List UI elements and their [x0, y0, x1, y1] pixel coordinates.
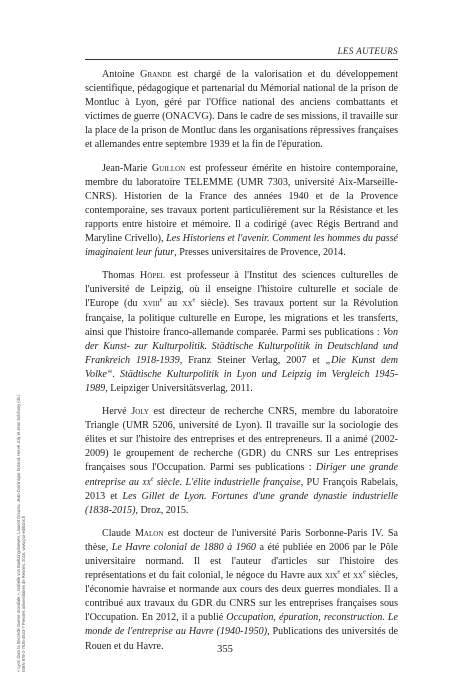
bio-text: a été publiée en 2006 par le Pôle universitaire normand. Il est l'auteur d'articles sur l'histoire des représentations et du fait colonial, le négoce du Havre aux	[85, 541, 398, 582]
publication-title: Les Historiens et l'avenir. Comment les hommes du passé imaginaient leur futur	[85, 233, 398, 259]
century-suffix: e	[150, 476, 154, 483]
publication-title: Les Gillet de Lyon. Fortunes d'une grande dynastie industrielle (1838-2015)	[85, 490, 398, 516]
author-surname: Grande	[140, 69, 172, 80]
bio-text: , Presses universitaires de Provence, 2014.	[174, 247, 346, 259]
century-suffix: e	[363, 569, 366, 576]
author-surname: Höpel	[139, 270, 165, 282]
running-head: LES AUTEURS	[337, 46, 398, 56]
author-first-name: Hervé	[102, 406, 132, 418]
century-suffix: e	[192, 298, 196, 305]
page-number: 355	[217, 644, 233, 655]
publication-title: Diriger une grande entreprise au	[85, 462, 399, 488]
side-note-line: ISBN 978-2-7535-4533-7 Presses universitaires de Rennes, 2016, www.pur-editions.fr	[21, 515, 27, 672]
bio-text: est professeur à l'Institut des sciences culturelles de l'université de Leipzig, où il enseigne l'histoire culturelle et sociale de l'Europe (du	[85, 270, 399, 310]
publication-title: Occupation, épuration, reconstruction. Le monde de l'entreprise au Havre (1940-1950)	[85, 612, 398, 638]
bio-text: , Droz, 2015.	[135, 504, 189, 516]
bio-text: est docteur de l'université Paris Sorbonne-Paris IV. Sa thèse,	[85, 527, 398, 553]
author-first-name: Antoine	[102, 69, 141, 80]
publication-title: Le Havre colonial de 1880 à 1960	[111, 541, 256, 553]
bio-text: , PU François Rabelais, 2013 et	[85, 476, 398, 502]
bio-text: est professeur émérite en histoire contemporaine, membre du laboratoire TELEMME (UMR 7303, université Aix-Marseille-CNRS). Historien de la France des années 1940 et de la Provence contemporaine, ses travaux portent particulièrement sur la Résistance et les rapports entre histoire et mémoire. Il a codirigé (avec Régis Bertrand and Maryline Crivello),	[85, 162, 398, 245]
century-suffix: e	[159, 298, 163, 305]
bio-claude-malon	[85, 527, 398, 654]
author-surname: Joly	[131, 406, 149, 418]
publication-title: Von der Kunst- zur Kulturpolitik. Städtische Kulturpolitik in Deutschland und Frankreich 1918-1939	[85, 326, 398, 366]
author-bios	[85, 68, 398, 663]
side-note-line: « Lyon dans la Seconde Guerre mondiale », Isabelle von Bueltzingsloewen, Laurent Douzou, Jean-Dominique Durand, Hervé Joly et Jean Solchany (dir.)	[16, 394, 21, 672]
century-numeral: xix	[325, 570, 338, 582]
side-copyright-note	[16, 262, 27, 672]
bio-antoine-grande	[85, 68, 398, 153]
author-surname: Malon	[134, 527, 164, 539]
author-first-name: Claude	[102, 527, 135, 539]
bio-text: est chargé de la valorisation et du développement scientifique, pédagogique et partenarial du Mémorial national de la prison de Montluc à Lyon, géré par l'Office national des anciens combattants et victimes de guerre (ONACVG). Dans le cadre de ses missions, il travaille sur la place de la prison de Montluc dans les organisations répressives françaises et allemandes entre septembre 1939 et la fin de l'épuration.	[85, 69, 399, 151]
publication-title: „Die Kunst dem Volke“. Städtische Kulturpolitik in Lyon und Leipzig im Vergleich 1945-1989	[85, 354, 398, 394]
bio-jean-marie-guillon	[85, 162, 398, 261]
bio-text: , Franz Steiner Verlag, 2007 et	[179, 354, 326, 366]
publication-title: siècle. L'élite industrielle française	[153, 476, 301, 488]
author-surname: Guillon	[151, 162, 186, 174]
author-first-name: Jean-Marie	[102, 162, 152, 174]
bio-text: est directeur de recherche CNRS, membre du laboratoire Triangle (UMR 5206, université de Lyon). Il travaille sur la sociologie des élites et sur l'histoire des entreprises et des entrepreneurs. Il a animé (2002-2009) le groupement de recherche (GDR) du CNRS sur Les entreprises françaises sous l'Occupation. Parmi ses publications :	[85, 406, 398, 474]
bio-text: et	[340, 570, 353, 582]
bio-text: siècle). Ses travaux portent sur la Révolution française, la politique culturelle en Europe, les migrations et les transferts, ainsi que l'histoire franco-allemande comparée. Parmi ses publications :	[85, 298, 398, 338]
bio-text: siècles, l'économie havraise et normande aux cours des deux guerres mondiales. Il a contribué aux travaux du GDR du CNRS sur les entreprises françaises sous l'Occupation. En 2012, il a publié	[85, 570, 398, 624]
bio-thomas-hopel	[85, 269, 398, 396]
running-head-rule	[85, 59, 398, 60]
century-numeral: xx	[142, 476, 151, 488]
bio-text: , Publications des universités de Rouen et du Havre.	[85, 626, 398, 652]
century-numeral: xviii	[142, 298, 160, 310]
century-numeral: xx	[182, 298, 193, 310]
century-numeral: xx	[352, 570, 364, 582]
bio-text: , Leipziger Universitätsverlag, 2011.	[105, 382, 253, 394]
bio-text: au	[162, 298, 183, 310]
author-first-name: Thomas	[102, 270, 140, 282]
century-suffix: e	[337, 569, 341, 576]
bio-herve-joly	[85, 405, 398, 518]
